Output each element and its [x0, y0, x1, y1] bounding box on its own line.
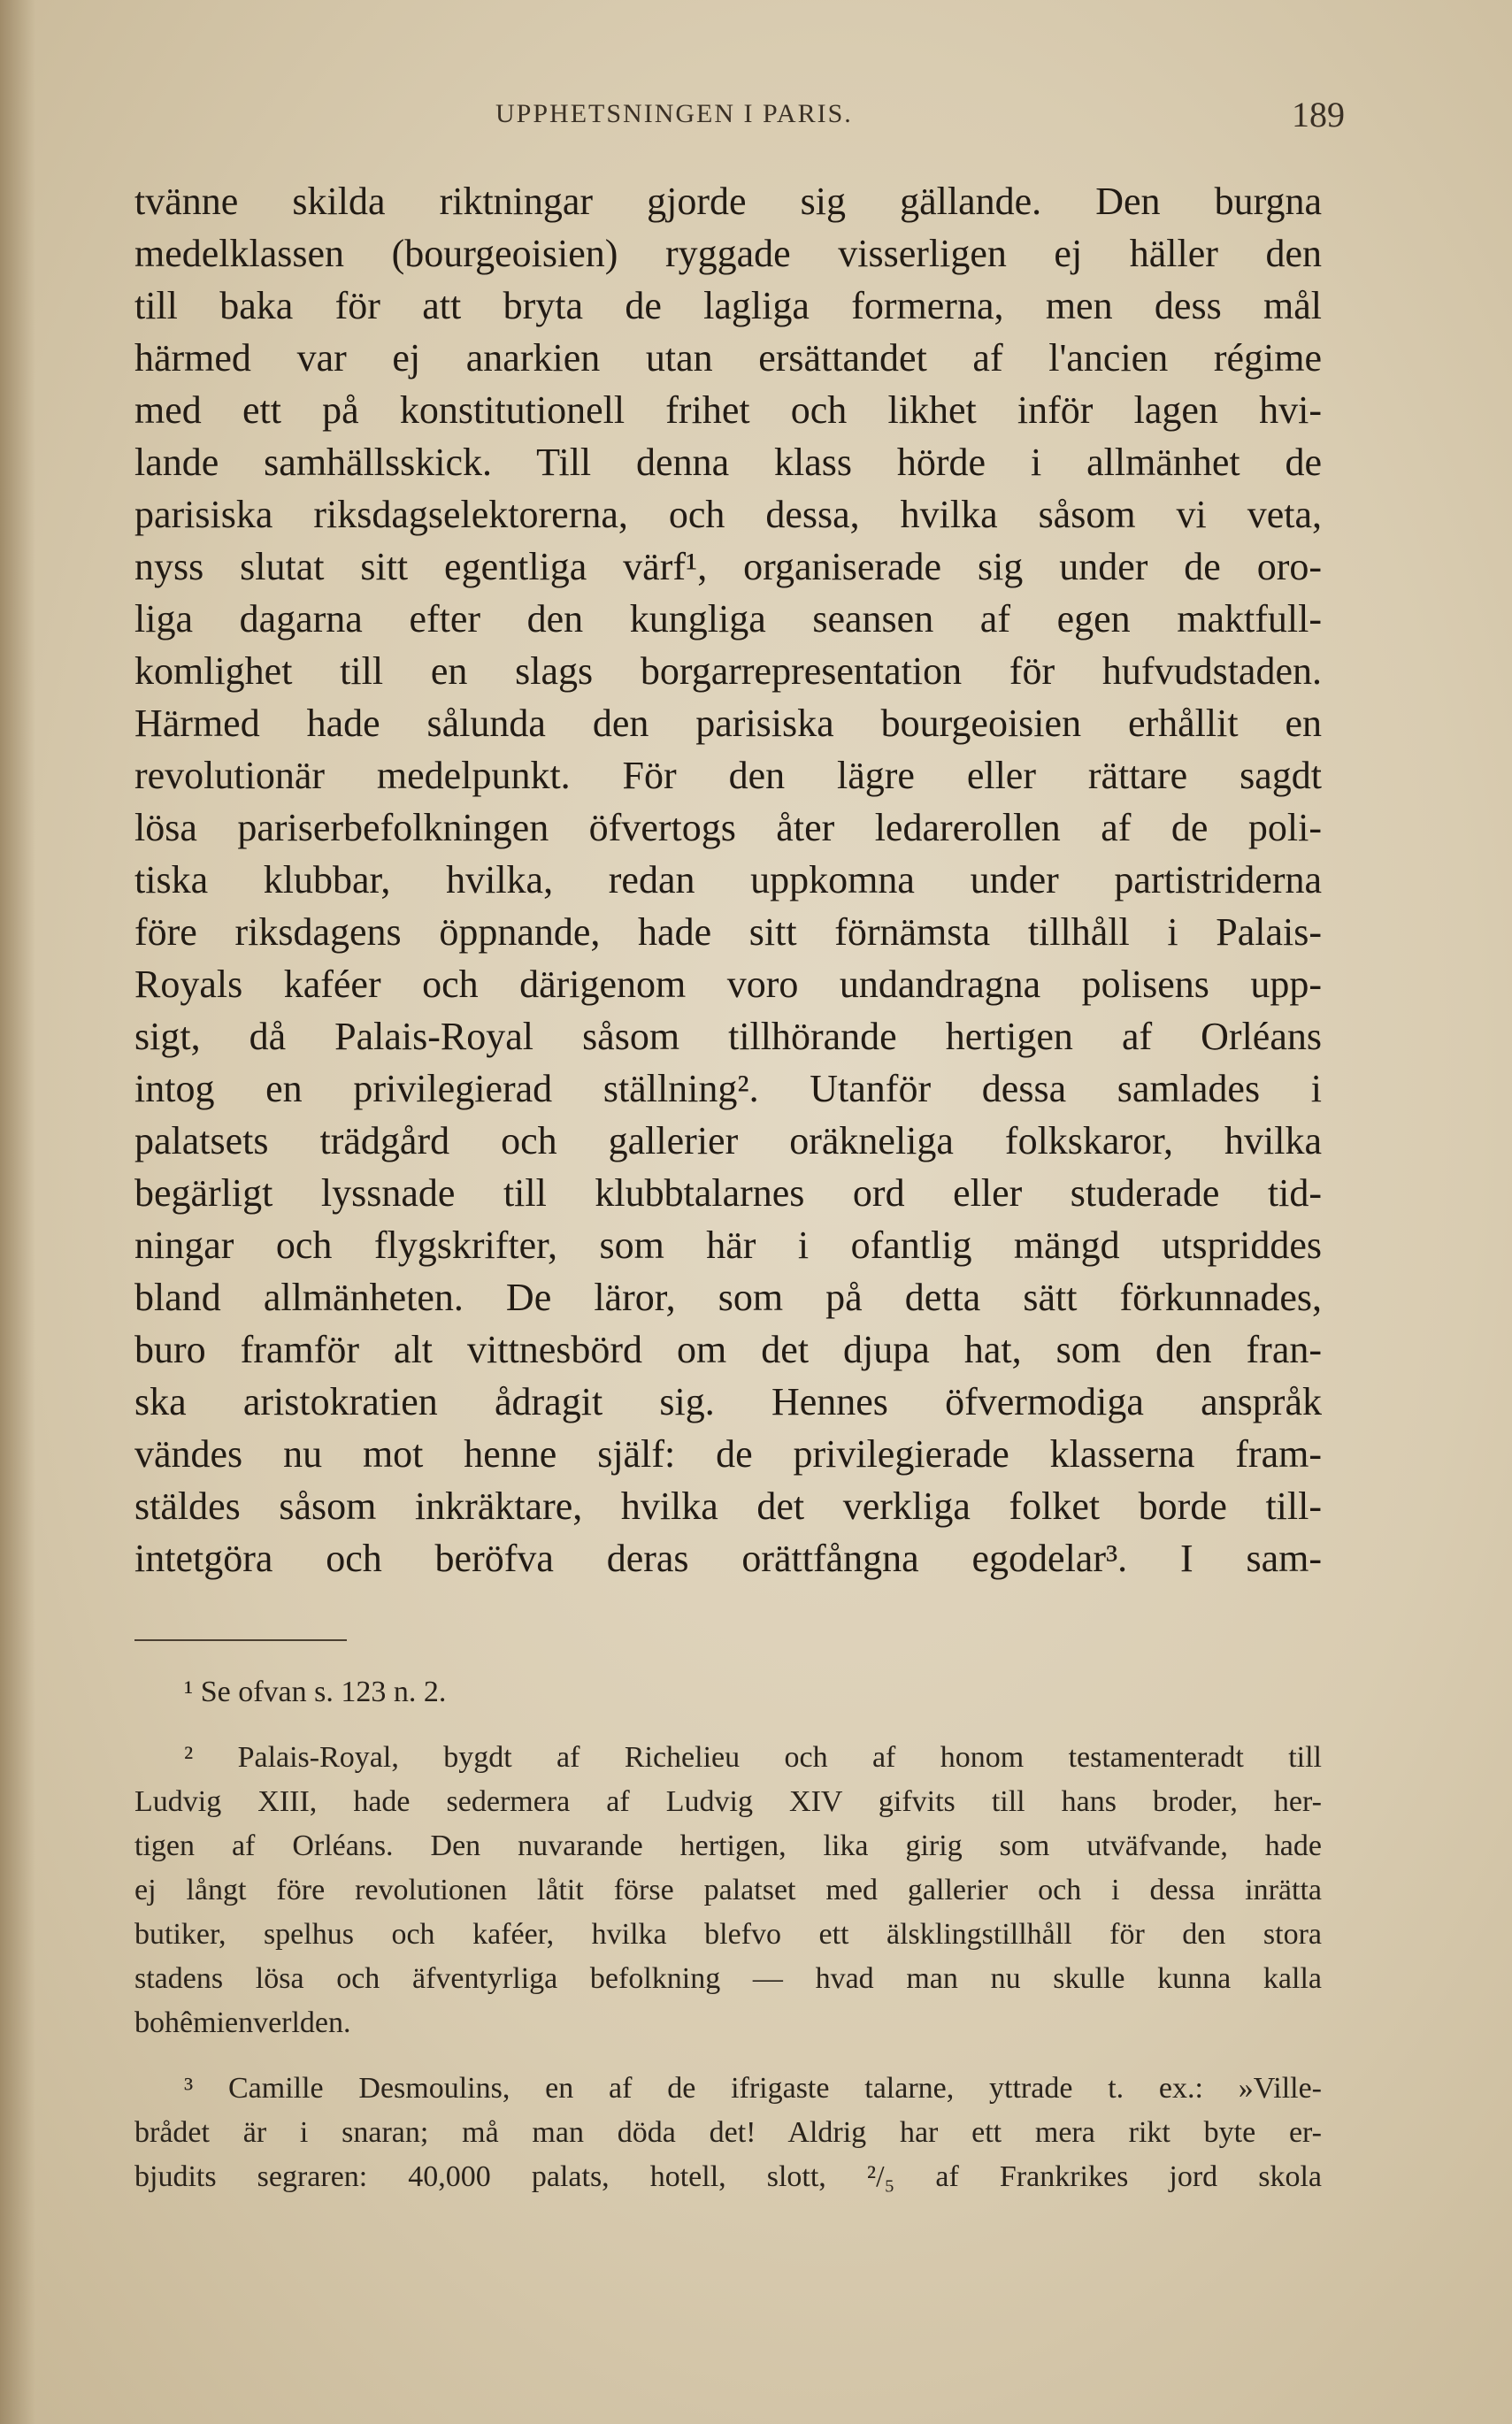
footnote-line: brådet är i snaran; må man döda det! Aldrig har ett mera rikt byte er- [134, 2116, 1322, 2149]
footnote-3 [134, 2067, 1322, 2199]
text-line: revolutionär medelpunkt. För den lägre eller rättare sagdt [134, 754, 1322, 797]
text-line: Härmed hade sålunda den parisiska bourgeoisien erhållit en [134, 702, 1322, 745]
text-line: före riksdagens öppnande, hade sitt förnämsta tillhåll i Palais- [134, 910, 1322, 954]
text-line: sigt, då Palais-Royal såsom tillhörande hertigen af Orléans [134, 1015, 1322, 1058]
text-line: begärligt lyssnade till klubbtalarnes ord eller studerade tid- [134, 1171, 1322, 1215]
footnote-line: ¹ Se ofvan s. 123 n. 2. [184, 1676, 447, 1708]
footnote-line: stadens lösa och äfventyrliga befolkning — hvad man nu skulle kunna kalla [134, 1962, 1322, 1995]
text-line: tvänne skilda riktningar gjorde sig gällande. Den burgna [134, 180, 1322, 223]
text-line: liga dagarna efter den kungliga seansen af egen maktfull- [134, 597, 1322, 641]
footnote-line: tigen af Orléans. Den nuvarande hertigen, lika girig som utväfvande, hade [134, 1830, 1322, 1862]
footnote-line: bohêmienverlden. [134, 2006, 351, 2039]
text-line: lande samhällsskick. Till denna klass hörde i allmänhet de [134, 441, 1322, 484]
text-line: vändes nu mot henne själf: de privilegierade klasserna fram- [134, 1432, 1322, 1476]
footnote-divider [134, 1639, 347, 1641]
page-number: 189 [1292, 95, 1345, 134]
footnote-line: butiker, spelhus och kaféer, hvilka blefvo ett älsklingstillhåll för den stora [134, 1918, 1322, 1951]
footnote-2 [134, 1736, 1322, 2045]
running-title: UPPHETSNINGEN I PARIS. [495, 99, 853, 128]
text-line: intetgöra och beröfva deras orättfångna egodelar³. I sam- [134, 1537, 1322, 1580]
footnote-line: ² Palais-Royal, bygdt af Richelieu och af honom testamenteradt till [184, 1741, 1322, 1774]
text-line: tiska klubbar, hvilka, redan uppkomna under partistriderna [134, 858, 1322, 901]
text-line: ningar och flygskrifter, som här i ofantlig mängd utspriddes [134, 1224, 1322, 1267]
footnote-1 [134, 1670, 1322, 1714]
page-header [495, 95, 1345, 152]
text-line: lösa pariserbefolkningen öfvertogs åter ledarerollen af de poli- [134, 806, 1322, 849]
main-text [134, 175, 1322, 1584]
text-line: buro framför alt vittnesbörd om det djupa hat, som den fran- [134, 1328, 1322, 1371]
footnote-line: ³ Camille Desmoulins, en af de ifrigaste talarne, yttrade t. ex.: »Ville- [184, 2072, 1322, 2105]
text-line: med ett på konstitutionell frihet och likhet inför lagen hvi- [134, 388, 1322, 432]
text-line: härmed var ej anarkien utan ersättandet af l'ancien régime [134, 336, 1322, 380]
text-line: bland allmänheten. De läror, som på detta sätt förkunnades, [134, 1276, 1322, 1319]
text-line: intog en privilegierad ställning². Utanför dessa samlades i [134, 1067, 1322, 1110]
text-line: till baka för att bryta de lagliga formerna, men dess mål [134, 284, 1322, 327]
text-line: komlighet till en slags borgarrepresentation för hufvudstaden. [134, 649, 1322, 693]
page-gutter-shadow [0, 0, 35, 2424]
text-line: palatsets trädgård och gallerier oräkneliga folkskaror, hvilka [134, 1119, 1322, 1162]
footnote-line: ej långt före revolutionen låtit förse palatset med gallerier och i dessa inrätta [134, 1874, 1322, 1906]
text-line: nyss slutat sitt egentliga värf¹, organiserade sig under de oro- [134, 545, 1322, 588]
text-line: stäldes såsom inkräktare, hvilka det verkliga folket borde till- [134, 1484, 1322, 1528]
text-line: parisiska riksdagselektorerna, och dessa, hvilka såsom vi veta, [134, 493, 1322, 536]
footnote-line: Ludvig XIII, hade sedermera af Ludvig XIV gifvits till hans broder, her- [134, 1785, 1322, 1818]
text-line: Royals kaféer och därigenom voro undandragna polisens upp- [134, 963, 1322, 1006]
text-line: medelklassen (bourgeoisien) ryggade visserligen ej häller den [134, 232, 1322, 275]
footnote-line: bjudits segraren: 40,000 palats, hotell, slott, ²/₅ af Frankrikes jord skola [134, 2160, 1322, 2193]
text-line: ska aristokratien ådragit sig. Hennes öfvermodiga anspråk [134, 1380, 1322, 1423]
footnotes [134, 1670, 1322, 2221]
